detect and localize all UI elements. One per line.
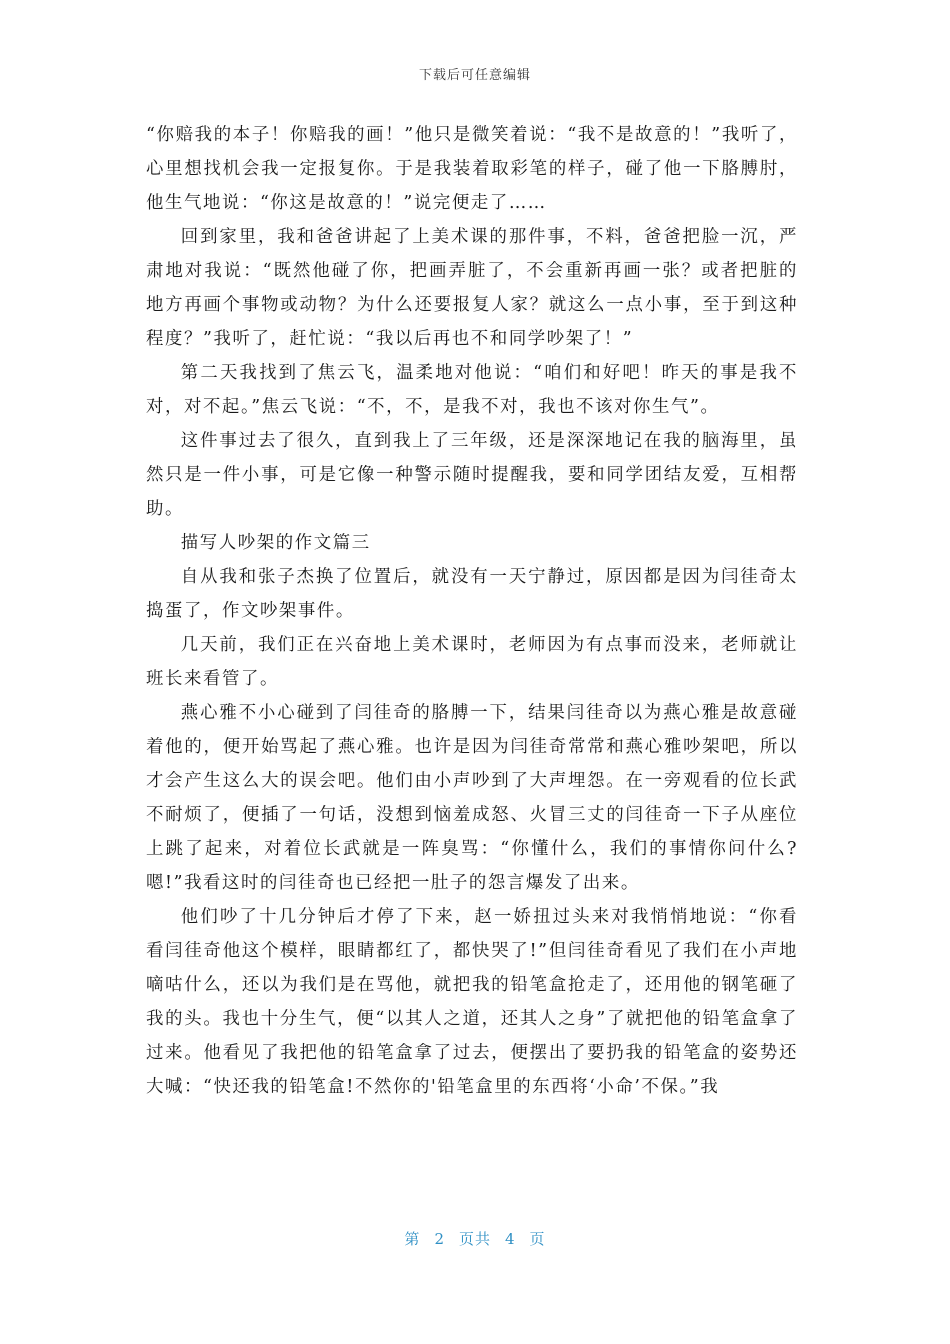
paragraph: “你赔我的本子！你赔我的画！”他只是微笑着说：“我不是故意的！”我听了，心里想找机会我一定报复你。于是我装着取彩笔的样子，碰了他一下胳膊肘，他生气地说：“你这是故意的！”说完便走了…… — [146, 125, 798, 213]
paragraph: 第二天我找到了焦云飞，温柔地对他说：“咱们和好吧！昨天的事是我不对，对不起。”焦云飞说：“不，不，是我不对，我也不该对你生气”。 — [146, 363, 798, 417]
section-heading: 描写人吵架的作文篇三 — [180, 533, 371, 553]
paragraph: 燕心雅不小心碰到了闫徍奇的胳膊一下，结果闫徍奇以为燕心雅是故意碰着他的，便开始骂起了燕心雅。也许是因为闫徍奇常常和燕心雅吵架吧，所以才会产生这么大的误会吧。他们由小声吵到了大声埋怨。在一旁观看的位长武不耐烦了，便插了一句话，没想到恼羞成怒、火冒三丈的闫徍奇一下子从座位上跳了起来，对着位长武就是一阵臭骂：“你懂什么，我们的事情你问什么?嗯!”我看这时的闫徍奇也已经把一肚子的怨言爆发了出来。 — [146, 703, 798, 893]
current-page-number: 2 — [434, 1230, 445, 1248]
page-footer — [0, 1228, 950, 1249]
total-pages-number: 4 — [505, 1230, 516, 1248]
paragraph: 他们吵了十几分钟后才停了下来，赵一娇扭过头来对我悄悄地说：“你看看闫徍奇他这个模样，眼睛都红了，都快哭了!”但闫徍奇看见了我们在小声地嘀咕什么，还以为我们是在骂他，就把我的铅笔盒抢走了，还用他的钢笔砸了我的头。我也十分生气，便“以其人之道，还其人之身”了就把他的铅笔盒拿了过来。他看见了我把他的铅笔盒拿了过去，便摆出了要扔我的铅笔盒的姿势还大喊：“快还我的铅笔盒!不然你的'铅笔盒里的东西将‘小命’不保。”我 — [146, 907, 798, 1097]
paragraph: 这件事过去了很久，直到我上了三年级，还是深深地记在我的脑海里，虽然只是一件小事，可是它像一种警示随时提醒我，要和同学团结友爱，互相帮助。 — [146, 431, 798, 519]
paragraph: 回到家里，我和爸爸讲起了上美术课的那件事，不料，爸爸把脸一沉，严肃地对我说：“既然他碰了你，把画弄脏了，不会重新再画一张？或者把脏的地方再画个事物或动物？为什么还要报复人家？就这么一点小事，至于到这种程度？”我听了，赶忙说：“我以后再也不和同学吵架了！” — [146, 227, 798, 349]
footer-label-page-end: 页 — [529, 1230, 546, 1248]
paragraph: 几天前，我们正在兴奋地上美术课时，老师因为有点事而没来，老师就让班长来看管了。 — [146, 635, 798, 689]
footer-label-page: 第 — [404, 1230, 421, 1248]
footer-label-total: 页共 — [458, 1230, 491, 1248]
paragraph: 自从我和张子杰换了位置后，就没有一天宁静过，原因都是因为闫徍奇太捣蛋了，作文吵架事件。 — [146, 567, 798, 621]
document-body — [146, 118, 798, 1104]
page-header: 下载后可任意编辑 — [418, 68, 531, 83]
